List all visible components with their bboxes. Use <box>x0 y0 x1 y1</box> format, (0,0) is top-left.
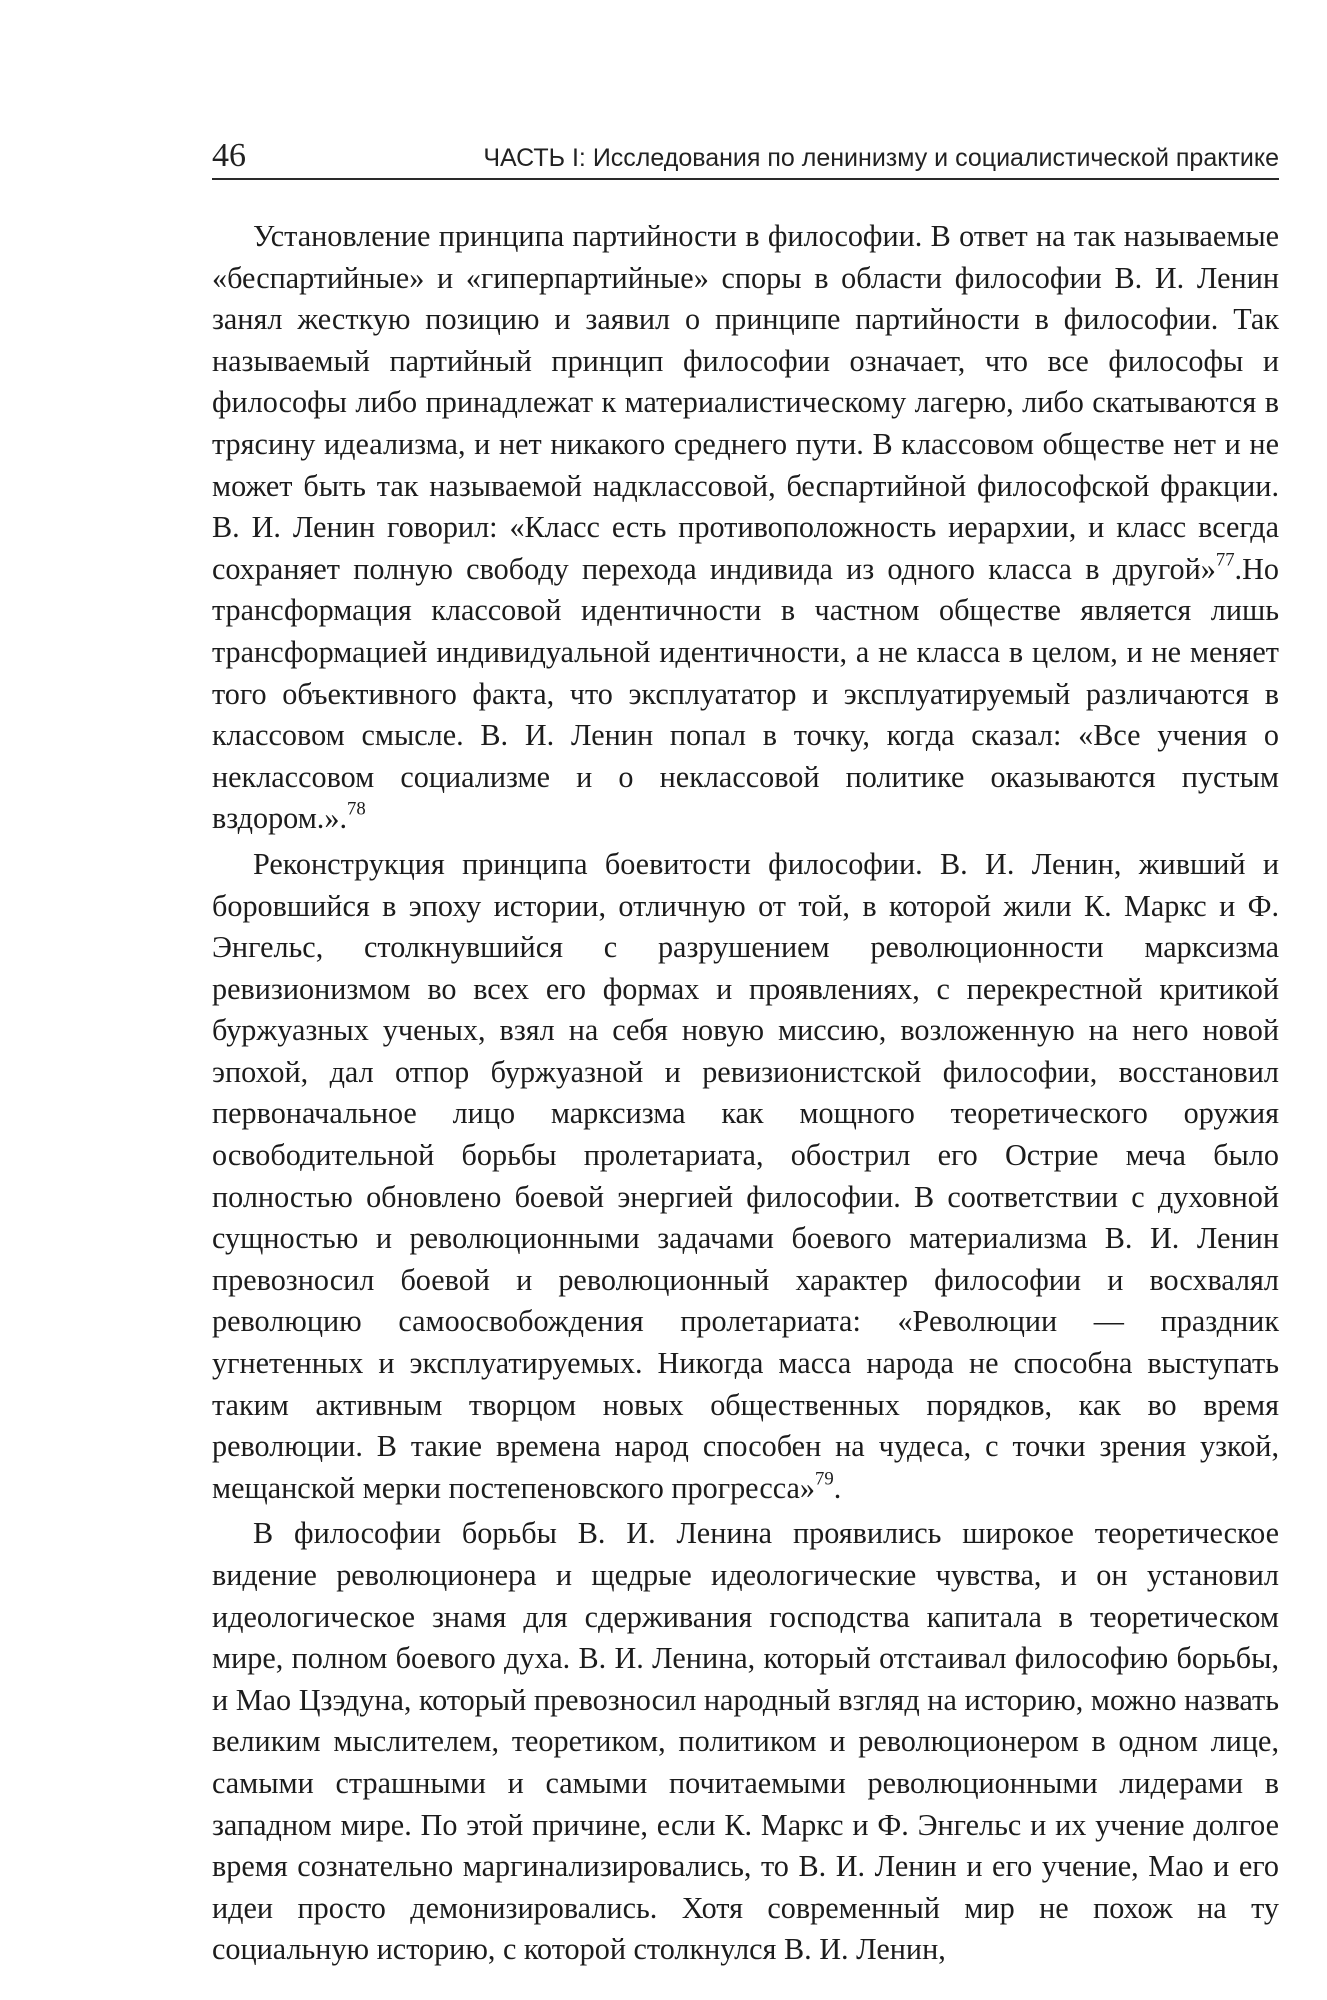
section-title: ЧАСТЬ I: Исследования по ленинизму и социалистической практике <box>483 144 1279 172</box>
paragraph <box>212 844 1279 1510</box>
running-head <box>212 132 1279 180</box>
paragraph-text: . <box>833 1470 842 1505</box>
body-text <box>212 216 1279 1971</box>
paragraph <box>212 216 1279 840</box>
footnote-ref: 77 <box>1215 549 1235 571</box>
paragraph-text: В философии борьбы В. И. Ленина проявились широкое теоретическое видение революционера и щедрые идеологические чувства, и он установил идеологическое знамя для сдерживания господства капитала в теоретическом мире, полном боевого духа. В. И. Ленина, который отстаивал философию борьбы, и Мао Цзэдуна, который превозносил народный взгляд на историю, можно назвать великим мыслителем, теоретиком, политиком и революционером в одном лице, самыми страшными и самыми почитаемыми революционными лидерами в западном мире. По этой причине, если К. Маркс и Ф. Энгельс и их учение долгое время сознательно маргинализировались, то В. И. Ленин и его учение, Мао и его идеи просто демонизировались. Хотя современный мир не похож на ту социальную историю, с которой столкнулся В. И. Ленин, <box>212 1516 1279 1967</box>
paragraph <box>212 1513 1279 1971</box>
paragraph-text: Установление принципа партийности в философии. В ответ на так называемые «беспартийные» и «гиперпартийные» споры в области философии В. И. Ленин занял жесткую позицию и заявил о принципе партийности в философии. Так называемый партийный принцип философии означает, что все философы и философы либо принадлежат к материалистическому лагерю, либо скатываются в трясину идеализма, и нет никакого среднего пути. В классовом обществе нет и не может быть так называемой надклассовой, беспартийной философской фракции. В. И. Ленин говорил: «Класс есть противоположность иерархии, и класс всегда сохраняет полную свободу перехода индивида из одного класса в другой» <box>212 219 1279 586</box>
footnote-ref: 79 <box>814 1468 834 1490</box>
paragraph-text: Реконструкция принципа боевитости философии. В. И. Ленин, живший и боровшийся в эпоху истории, отличную от той, в которой жили К. Маркс и Ф. Энгельс, столкнувшийся с разрушением революционности марксизма ревизионизмом во всех его формах и проявлениях, с перекрестной критикой буржуазных ученых, взял на себя новую миссию, возложенную на него новой эпохой, дал отпор буржуазной и ревизионистской философии, восстановил первоначальное лицо марксизма как мощного теоретического оружия освободительной борьбы пролетариата, обострил его Острие меча было полностью обновлено боевой энергией философии. В соответствии с духовной сущностью и революционными задачами боевого материализма В. И. Ленин превозносил боевой и революционный характер философии и восхвалял революцию самоосвобождения пролетариата: «Революции — праздник угнетенных и эксплуатируемых. Никогда масса народа не способна выступать таким активным творцом новых общественных порядков, как во время революции. В такие времена народ способен на чудеса, с точки зрения узкой, мещанской мерки постепеновского прогресса» <box>212 846 1279 1505</box>
paragraph-text: .Но трансформация классовой идентичности в частном обществе является лишь трансформацией индивидуальной идентичности, а не класса в целом, и не меняет того объективного факта, что эксплуататор и эксплуатируемый различаются в классовом смысле. В. И. Ленин попал в точку, когда сказал: «Все учения о неклассовом социализме и о неклассовой политике оказываются пустым вздором.». <box>212 551 1279 836</box>
page-number: 46 <box>212 137 246 174</box>
footnote-ref: 78 <box>347 798 366 820</box>
